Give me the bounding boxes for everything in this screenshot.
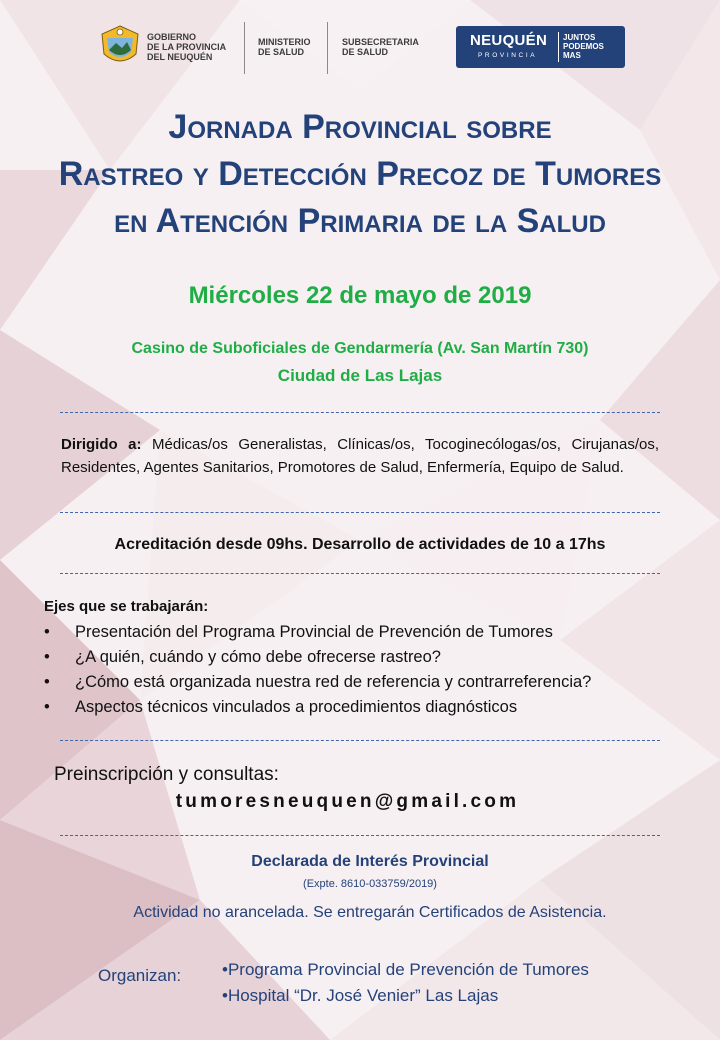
header-logos bbox=[98, 22, 628, 74]
contact-email-link[interactable]: tumoresneuquen@gmail.com bbox=[175, 791, 520, 812]
file-number: (Expte. 8610-033759/2019) bbox=[303, 878, 437, 890]
target-audience bbox=[61, 433, 659, 479]
declaration-title: Declarada de Interés Provincial bbox=[251, 853, 489, 870]
list-item-text: Aspectos técnicos vinculados a procedimientos diagnósticos bbox=[75, 698, 518, 716]
logo-divider bbox=[327, 22, 328, 74]
free-activity-note: Actividad no arancelada. Se entregarán Certificados de Asistencia. bbox=[133, 904, 607, 921]
logo-divider bbox=[244, 22, 245, 74]
list-item-text: ¿A quién, cuándo y cómo debe ofrecerse rastreo? bbox=[75, 648, 441, 666]
event-date: Miércoles 22 de mayo de 2019 bbox=[188, 282, 532, 309]
schedule-text: Acreditación desde 09hs. Desarrollo de actividades de 10 a 17hs bbox=[114, 536, 606, 553]
bullet: • bbox=[44, 623, 50, 641]
list-item bbox=[44, 695, 591, 720]
list-item bbox=[44, 670, 591, 695]
organizers-label: Organizan: bbox=[98, 966, 182, 985]
provincial-crest-icon bbox=[98, 24, 142, 68]
dashed-divider bbox=[60, 740, 660, 741]
neuquen-brand-logo bbox=[456, 26, 625, 68]
event-venue: Casino de Suboficiales de Gendarmería (Av. San Martín 730) bbox=[131, 340, 589, 357]
audience-label: Dirigido a: bbox=[61, 436, 142, 453]
organizer-item: •Hospital “Dr. José Venier” Las Lajas bbox=[222, 986, 499, 1005]
title-line: Rastreo y Detección Precoz de Tumores bbox=[58, 155, 662, 193]
list-item-text: ¿Cómo está organizada nuestra red de referencia y contrarreferencia? bbox=[75, 673, 592, 691]
organizer-item: •Programa Provincial de Prevención de Tumores bbox=[222, 960, 589, 979]
brand-slogan: JUNTOS PODEMOS MAS bbox=[563, 33, 604, 60]
list-item-text: Presentación del Programa Provincial de Prevención de Tumores bbox=[75, 623, 553, 641]
dashed-divider bbox=[60, 512, 660, 513]
dashed-divider bbox=[60, 835, 660, 836]
audience-text: Médicas/os Generalistas, Clínicas/os, Tocoginecólogas/os, Cirujanas/os, Residentes, Agentes Sanitarios, Promotores de Salud, Enfermería, Equipo de Salud. bbox=[61, 436, 660, 476]
bullet: • bbox=[44, 698, 50, 716]
contact-label: Preinscripción y consultas: bbox=[54, 764, 279, 785]
list-item bbox=[44, 645, 591, 670]
title-line: Jornada Provincial sobre bbox=[168, 108, 552, 146]
brand-divider bbox=[558, 32, 559, 62]
page-title bbox=[0, 104, 720, 245]
title-line: en Atención Primaria de la Salud bbox=[114, 202, 606, 240]
event-city: Ciudad de Las Lajas bbox=[277, 366, 443, 385]
bullet: • bbox=[44, 648, 50, 666]
government-logo-text: GOBIERNO DE LA PROVINCIA DEL NEUQUÉN bbox=[147, 32, 227, 62]
axes-title: Ejes que se trabajarán: bbox=[44, 598, 209, 615]
subsecretary-logo-text: SUBSECRETARIA DE SALUD bbox=[342, 37, 419, 57]
organizers-list bbox=[222, 957, 589, 1009]
dashed-divider bbox=[60, 412, 660, 413]
brand-sub: PROVINCIA bbox=[478, 52, 538, 59]
list-item bbox=[44, 620, 591, 645]
dashed-divider bbox=[60, 573, 660, 574]
ministry-logo-text: MINISTERIO DE SALUD bbox=[258, 37, 311, 57]
brand-name: NEUQUÉN bbox=[470, 32, 548, 49]
bullet: • bbox=[44, 673, 50, 691]
axes-list bbox=[44, 620, 591, 720]
